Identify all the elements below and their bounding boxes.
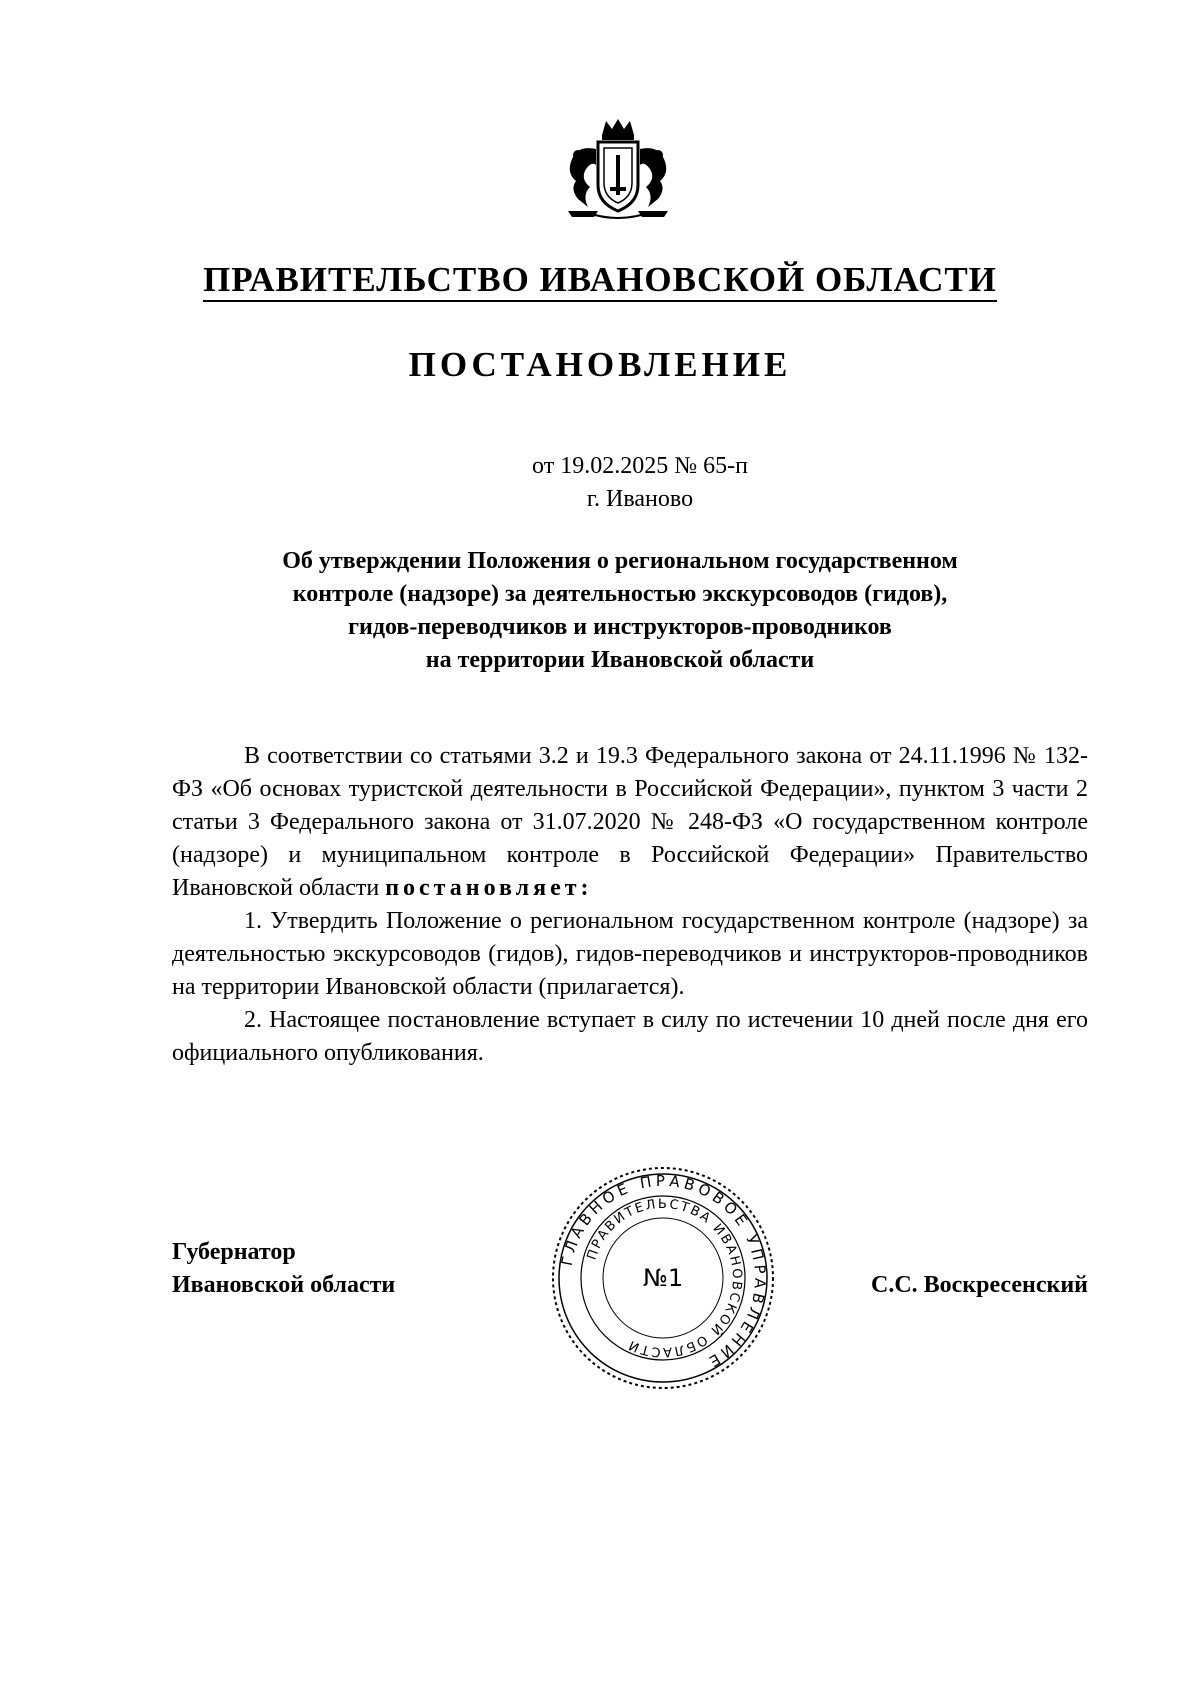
body-item: 1. Утвердить Положение о региональном государственном контроле (надзоре) за деятельностью экскурсоводов (гидов), гидов-переводчиков и инструкторов-проводников на территории Ивановской области (прилагается). — [172, 908, 1088, 1000]
government-name — [0, 260, 1200, 300]
seal-number: №1 — [642, 1264, 684, 1292]
body-item: 2. Настоящее постановление вступает в силу по истечении 10 дней после дня его официального опубликования. — [172, 1007, 1088, 1066]
subject-line: гидов-переводчиков и инструкторов-проводников — [348, 614, 892, 640]
preamble-paragraph — [172, 740, 1088, 905]
official-seal — [548, 1163, 778, 1393]
document-body — [172, 740, 1088, 1070]
subject-line: контроле (надзоре) за деятельностью экскурсоводов (гидов), — [292, 581, 948, 607]
date-number: от 19.02.2025 № 65-п — [532, 453, 748, 479]
coat-of-arms-icon — [558, 115, 678, 223]
signer-position — [172, 1236, 395, 1302]
signer-position-line: Губернатор — [172, 1239, 296, 1265]
document-subject — [200, 545, 1040, 677]
city: г. Иваново — [586, 486, 694, 512]
signer-name: С.С. Воскресенский — [870, 1272, 1088, 1298]
seal-inner-text: ПРАВИТЕЛЬСТВА ИВАНОВСКОЙ ОБЛАСТИ — [584, 1196, 745, 1360]
document-meta — [480, 450, 800, 516]
preamble-text: В соответствии со статьями 3.2 и 19.3 Федерального закона от 24.11.1996 № 132-ФЗ «Об основах туристской деятельности в Российской Федерации», пунктом 3 части 2 статьи 3 Федерального закона от 31.07.2020 № 248-ФЗ «О государственном контроле (надзоре) и муниципальном контроле в Российской Федерации» Правительство Ивановской области — [172, 743, 1088, 901]
subject-line: на территории Ивановской области — [425, 647, 815, 673]
seal-outer-text: ГЛАВНОЕ ПРАВОВОЕ УПРАВЛЕНИЕ — [557, 1171, 770, 1373]
subject-line: Об утверждении Положения о региональном государственном — [282, 548, 958, 574]
document-type: ПОСТАНОВЛЕНИЕ — [408, 345, 792, 384]
resolves-text: постановляет: — [385, 875, 593, 901]
signer-position-line: Ивановской области — [172, 1272, 396, 1298]
government-name-text: ПРАВИТЕЛЬСТВО ИВАНОВСКОЙ ОБЛАСТИ — [203, 260, 997, 302]
